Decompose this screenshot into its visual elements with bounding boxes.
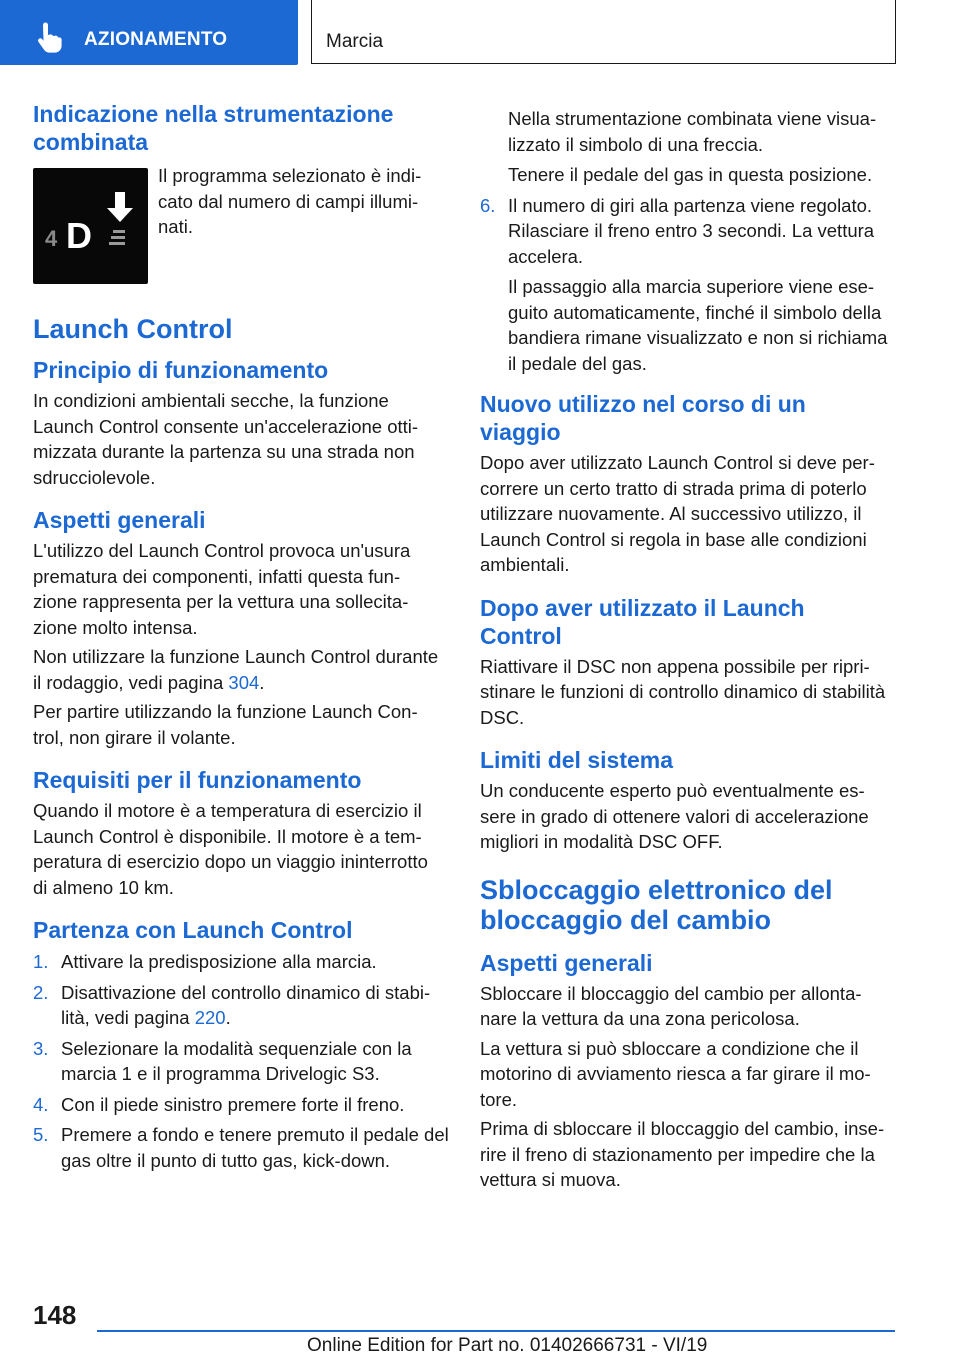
list-item (33, 1122, 451, 1173)
heading-nuovo-utilizzo: Nuovo utilizzo nel corso di un viaggio (480, 391, 806, 445)
page-link-304[interactable]: 304 (228, 671, 260, 693)
paragraph-nuovo-utilizzo: Dopo aver utilizzato Launch Control si deve per-correre un certo tratto di strada prima di poterlo utilizzare nuovamente. Al successivo utilizzo, il Launch Control si regola in base alle condizioni ambientali. (480, 452, 875, 575)
paragraph-sbloccaggio-1: Sbloccare il bloccaggio del cambio per allonta-nare la vettura da una zona pericolosa. (480, 982, 862, 1029)
paragraph-principio: In condizioni ambientali secche, la funzione Launch Control consente un'accelerazione otti-mizzata durante la partenza su una strada non sdrucciolevole. (33, 390, 419, 488)
paragraph-limiti: Un conducente esperto può eventualmente es-sere in grado di ottenere valori di accelerazione migliori in modalità DSC OFF. (480, 780, 869, 852)
heading-requisiti: Requisiti per il funzionamento (33, 767, 362, 793)
chapter-box (311, 0, 896, 64)
step-6-continuation: Il passaggio alla marcia superiore viene ese-guito automaticamente, finché il simbolo della bandiera rimane visualizzato e non si richiama il pedale del gas. (508, 276, 888, 374)
list-item (33, 949, 451, 975)
step-text: Il numero di giri alla partenza viene regolato. Rilasciare il freno entro 3 secondi. La vettura accelera. (508, 194, 875, 267)
steps-list (33, 949, 451, 1173)
paragraph-sbloccaggio-2: La vettura si può sbloccare a condizione che il motorino di avviamento riesca a far girare il mo-tore. (480, 1037, 871, 1110)
step-number: 1. (33, 951, 49, 972)
left-column (33, 100, 451, 1173)
step-number: 6. (480, 194, 496, 216)
gear-letter: D (66, 215, 92, 256)
arrow-down-icon (107, 192, 133, 222)
list-item (480, 193, 898, 270)
step-text-wrapper: Disattivazione del controllo dinamico di stabi-lità, vedi pagina 220. (61, 981, 431, 1028)
heading-indicazione: Indicazione nella strumentazione combinata (33, 101, 394, 155)
list-item (33, 980, 451, 1031)
step-text: Selezionare la modalità sequenziale con la marcia 1 e il programma Drivelogic S3. (61, 1037, 412, 1084)
list-item (33, 1036, 451, 1087)
steps-list-continued (480, 193, 898, 270)
page-link-220[interactable]: 220 (194, 1007, 226, 1028)
heading-aspetti-generali: Aspetti generali (33, 507, 206, 533)
paragraph-requisiti: Quando il motore è a temperatura di esercizio il Launch Control è disponibile. Il motore è a tem-peratura di esercizio dopo un viaggio ininterrotto di almeno 10 km. (33, 800, 428, 898)
step-number: 5. (33, 1124, 49, 1145)
figure-row (33, 165, 451, 284)
step-text: Disattivazione del controllo dinamico di stabi-lità, vedi pagina (61, 981, 431, 1028)
gear-display-image (33, 168, 148, 284)
gear-number: 4 (45, 226, 58, 251)
step-number: 4. (33, 1093, 49, 1115)
heading-launch-control: Launch Control (33, 314, 233, 344)
gear-display-graphic (33, 168, 148, 284)
paragraph-sbloccaggio-3: Prima di sbloccare il bloccaggio del cambio, inse-rire il freno di stazionamento per impedire che la vettura si muova. (480, 1118, 885, 1190)
heading-principio: Principio di funzionamento (33, 357, 329, 383)
step-text: Attivare la predisposizione alla marcia. (61, 951, 377, 972)
heading-limiti: Limiti del sistema (480, 747, 674, 773)
paragraph-aspetti-3: Per partire utilizzando la funzione Launch Con-trol, non girare il volante. (33, 701, 418, 748)
step-number: 2. (33, 981, 49, 1003)
hand-pointer-icon (34, 22, 64, 54)
step-5-continuation-2: Tenere il pedale del gas in questa posizione. (508, 164, 873, 185)
heading-dopo-utilizzo: Dopo aver utilizzato il Launch Control (480, 594, 805, 649)
list-item (33, 1092, 451, 1118)
paragraph-aspetti-2-text: Non utilizzare la funzione Launch Control durante il rodaggio, vedi pagina (33, 646, 439, 693)
page-number: 148 (33, 1300, 77, 1330)
chapter-title: Marcia (326, 31, 384, 52)
right-column (480, 106, 898, 1193)
heading-sbloccaggio: Sbloccaggio elettronico del bloccaggio del cambio (480, 874, 833, 935)
footer-divider (97, 1330, 895, 1332)
paragraph-aspetti-1: L'utilizzo del Launch Control provoca un'usura prematura dei componenti, infatti questa fun-zione rappresenta per la vettura una sollecita-zione molto intensa. (33, 540, 411, 638)
heading-partenza: Partenza con Launch Control (33, 917, 353, 943)
step-text: Con il piede sinistro premere forte il freno. (61, 1093, 405, 1115)
heading-aspetti-generali-2: Aspetti generali (480, 949, 653, 976)
program-bars-icon (109, 230, 125, 245)
image-caption: Il programma selezionato è indi-cato dal numero di campi illumi-nati. (158, 165, 422, 237)
step-text: Premere a fondo e tenere premuto il pedale del gas oltre il punto di tutto gas, kick-down. (61, 1124, 449, 1171)
edition-text: Online Edition for Part no. 01402666731 - VI/19 (307, 1335, 708, 1356)
step-5-continuation-1: Nella strumentazione combinata viene visua-lizzato il simbolo di una freccia. (508, 108, 877, 155)
section-title: AZIONAMENTO (84, 29, 228, 50)
paragraph-dopo-utilizzo: Riattivare il DSC non appena possibile per ripri-stinare le funzioni di controllo dinamico di stabilità DSC. (480, 655, 886, 728)
paragraph-aspetti-2: Non utilizzare la funzione Launch Control durante il rodaggio, vedi pagina 304. (33, 646, 439, 693)
step-number: 3. (33, 1037, 49, 1059)
